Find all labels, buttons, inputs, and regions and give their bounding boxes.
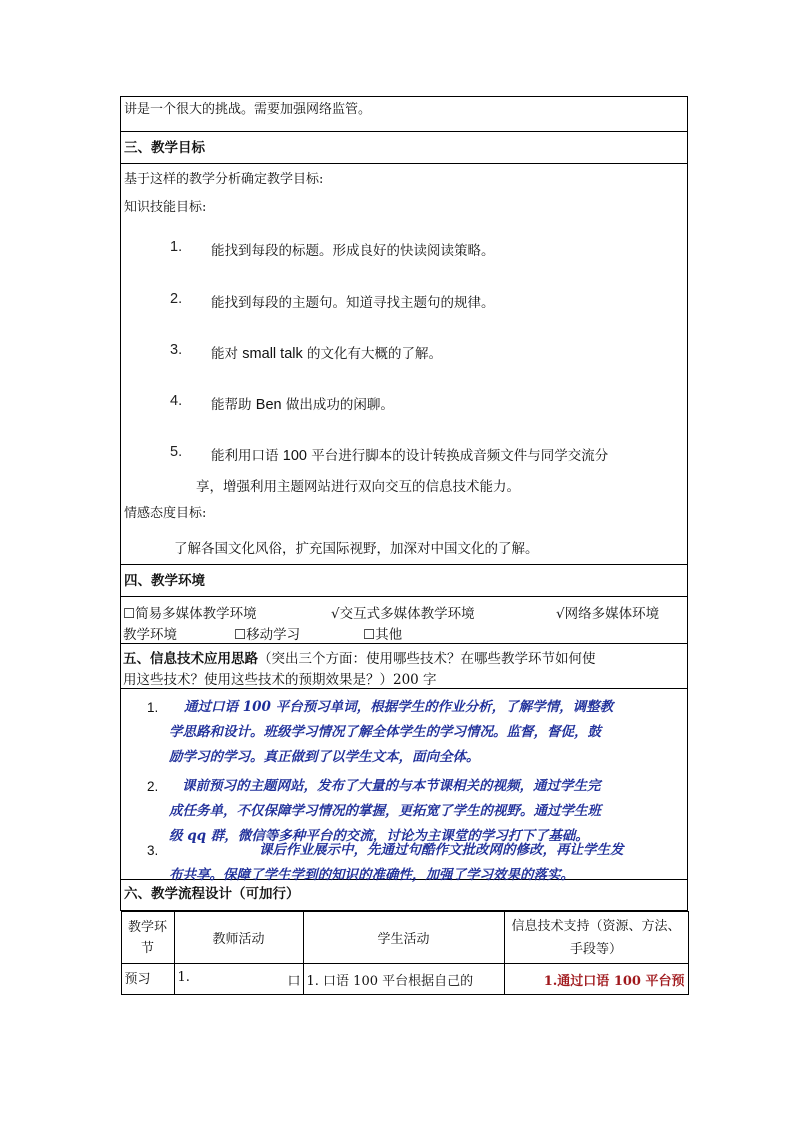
cell-stage: 预习 <box>121 964 174 995</box>
section4-body <box>121 597 688 644</box>
goal-text: 做出成功的闲聊。 <box>281 397 394 413</box>
tech-item-line: 课后作业展示中，先通过句酷作文批改网的修改，再让学生发 <box>259 842 624 858</box>
cell-student: 1. 口语 100 平台根据自己的 <box>303 964 504 995</box>
flow-table-row <box>121 964 688 995</box>
section5-desc-line1: （突出三个方面：使用哪些技术？在哪些教学环节如何使 <box>258 651 596 667</box>
tech-item-number: 3. <box>147 843 159 858</box>
goal-latin-text: small talk <box>242 346 303 362</box>
goal-number: 3. <box>170 342 183 358</box>
flow-table-wrapper <box>121 911 688 996</box>
section3-heading: 三、教学目标 <box>121 132 688 164</box>
tech-item-line: 成任务单，不仅保障学习情况的掌握，更拓宽了学生的视野。通过学生班 <box>169 803 601 819</box>
cell-teacher-text: 口 <box>287 974 301 989</box>
cell-teacher-num: 1. <box>177 970 190 985</box>
env-option-interactive[interactable]: √交互式多媒体教学环境 <box>331 606 475 622</box>
tech-item-line: 布共享。保障了学生学到的知识的准确性，加强了学习效果的落实。 <box>169 867 574 883</box>
affect-label: 情感态度目标: <box>124 506 207 521</box>
tech-item-number: 1. <box>147 700 159 715</box>
goal-text: 平台进行脚本的设计转换成音频文件与同学交流分 <box>307 448 609 464</box>
section6-heading: 六、教学流程设计（可加行） <box>121 880 688 911</box>
goal-number: 4. <box>170 393 183 409</box>
env-option-other[interactable]: ☐其他 <box>363 627 403 643</box>
intro-line: 讲是一个很大的挑战。需要加强网络监管。 <box>121 97 688 132</box>
tech-item-line: 通过口语 100 平台预习单词，根据学生的作业分析，了解学情，调整教 <box>184 699 614 715</box>
goal-text: 能找到每段的标题。形成良好的快读阅读策略。 <box>211 243 495 259</box>
section3-lead: 基于这样的教学分析确定教学目标: <box>124 172 324 187</box>
cell-it-support: 1.通过口语 100 平台预 <box>504 964 688 995</box>
col-header-it-support: 信息技术支持（资源、方法、手段等） <box>504 912 688 964</box>
tech-item-number: 2. <box>147 779 159 794</box>
tech-item-line: 励学习的学习。真正做到了以学生文本，面向全体。 <box>169 749 480 765</box>
affect-text: 了解各国文化风俗，扩充国际视野，加深对中国文化的了解。 <box>174 541 539 557</box>
env-option-simple[interactable]: ☐简易多媒体教学环境 <box>123 606 257 622</box>
env-option-network[interactable]: √网络多媒体环境 <box>556 606 660 622</box>
goal-number: 2. <box>170 291 183 307</box>
tech-item-line: 学思路和设计。班级学习情况了解全体学生的学习情况。监督，督促，鼓 <box>169 724 601 740</box>
knowledge-label: 知识技能目标: <box>124 200 207 215</box>
env-line2-label: 教学环境 <box>123 627 177 643</box>
goal-number: 5. <box>170 444 183 460</box>
cell-teacher <box>174 964 303 995</box>
section5-body <box>121 689 688 883</box>
flow-table <box>121 911 689 995</box>
goal-latin-text: 100 <box>282 448 307 464</box>
goal-text: 能利用口语 <box>211 448 283 464</box>
col-header-stage: 教学环节 <box>121 912 174 964</box>
section5-header <box>121 644 688 689</box>
col-header-student: 学生活动 <box>303 912 504 964</box>
goal-text: 能找到每段的主题句。知道寻找主题句的规律。 <box>211 295 495 311</box>
section4-heading: 四、教学环境 <box>121 565 688 597</box>
col-header-teacher: 教师活动 <box>174 912 303 964</box>
section5-heading: 五、信息技术应用思路 <box>123 651 258 667</box>
tech-item-line: 级 qq 群，微信等多种平台的交流，讨论为主课堂的学习打下了基础。 <box>169 828 589 844</box>
section5-desc-line2: 用这些技术？使用这些技术的预期效果是？）200 字 <box>123 672 437 688</box>
goal-latin-text: Ben <box>255 397 282 413</box>
tech-item-1 <box>121 695 687 770</box>
goal-text: 的文化有大概的了解。 <box>302 346 443 362</box>
goal-text: 能对 <box>211 346 243 362</box>
goal-text: 能帮助 <box>211 397 256 413</box>
tech-item-3 <box>121 838 687 888</box>
env-option-mobile[interactable]: ☐移动学习 <box>234 627 301 643</box>
section3-body <box>121 164 688 565</box>
goal-number: 1. <box>170 239 183 255</box>
tech-item-line: 课前预习的主题网站，发布了大量的与本节课相关的视频，通过学生完 <box>182 778 601 794</box>
goal-5-continued: 享，增强利用主题网站进行双向交互的信息技术能力。 <box>196 479 520 495</box>
flow-table-header-row <box>121 912 688 964</box>
